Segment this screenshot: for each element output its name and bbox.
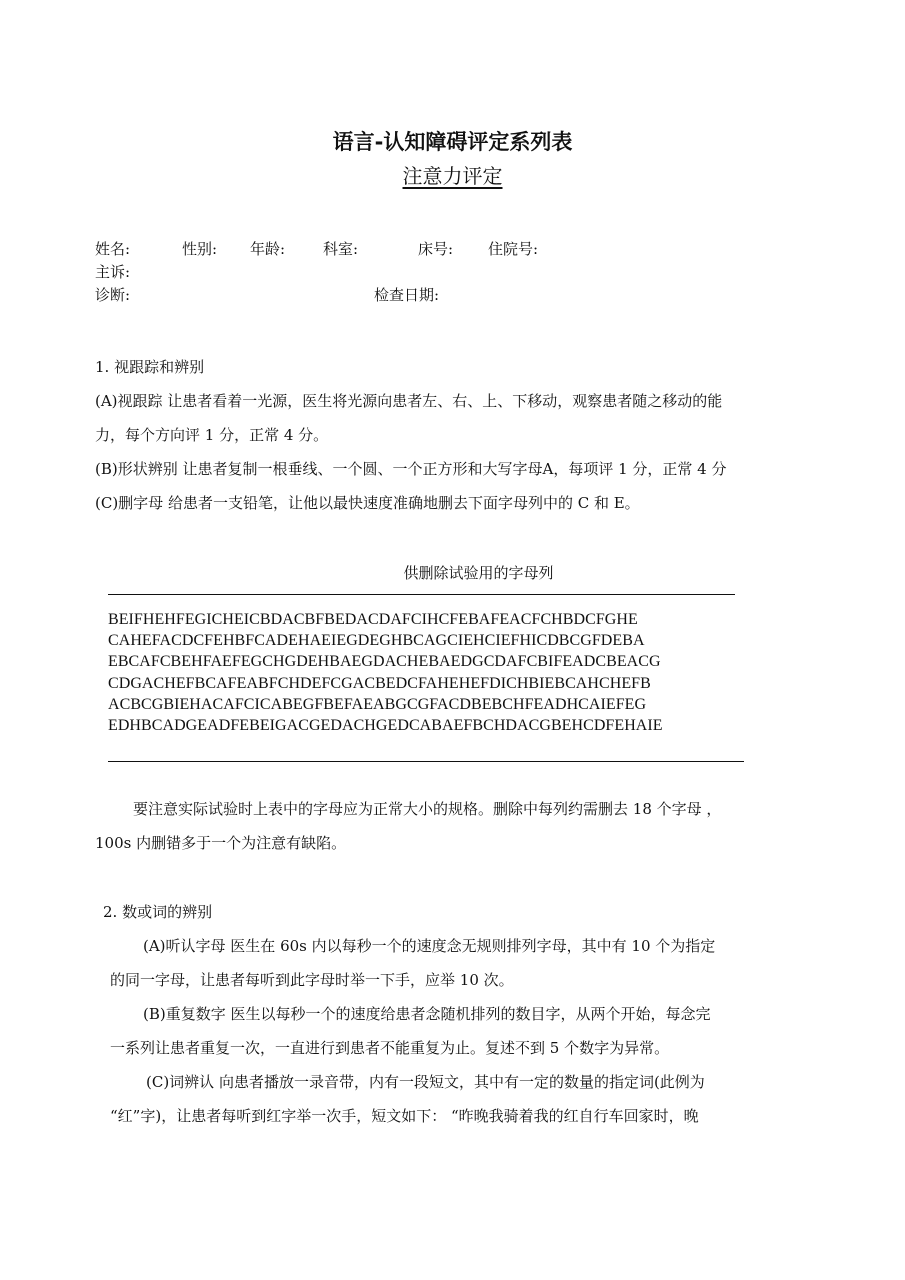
letter-row: CAHEFACDCFEHBFCADEHAEIEGDEGHBCAGCIEHCIEFHICDBCGFDEBA — [108, 632, 645, 650]
field-complaint-label: 主诉: — [95, 263, 131, 281]
field-department-label: 科室: — [323, 240, 359, 258]
subtitle-text: 注意力评定 — [402, 164, 503, 188]
field-bed-label: 床号: — [418, 240, 454, 258]
section2-item-a-line2: 的同一字母，让患者每听到此字母时举一下手，应举 10 次。 — [110, 971, 514, 989]
letter-row: ACBCGBIEHACAFCICABEGFBEFAEABGCGFACDBEBCHFEADHCAIEFEG — [108, 695, 647, 713]
note-line2: 100s 内删错多于一个为注意有缺陷。 — [95, 834, 347, 852]
section1-item-b: (B)形状辨别 让患者复制一根垂线、一个圆、一个正方形和大写字母A，每项评 1 分，正常 4 分 — [95, 460, 727, 478]
section1-heading: 1. 视跟踪和辨别 — [95, 358, 205, 376]
letter-table-rows — [108, 609, 663, 736]
section2-item-b-line1: (B)重复数字 医生以每秒一个的速度给患者念随机排列的数目字，从两个开始，每念完 — [143, 1005, 711, 1023]
note-line1: 要注意实际试验时上表中的字母应为正常大小的规格。删除中每列约需删去 18 个字母 ， — [133, 800, 722, 818]
letter-table-caption: 供删除试验用的字母列 — [403, 564, 554, 582]
field-inpatient-label: 住院号: — [488, 240, 539, 258]
section2-item-c-line2: “红”字)，让患者每听到红字举一次手，短文如下： “昨晚我骑着我的红自行车回家时，晚 — [110, 1107, 699, 1125]
section2-item-b-line2: 一系列让患者重复一次，一直进行到患者不能重复为止。复述不到 5 个数字为异常。 — [110, 1039, 670, 1057]
section1-item-c: (C)删字母 给患者一支铅笔，让他以最快速度准确地删去下面字母列中的 C 和 E。 — [95, 494, 640, 512]
field-diagnosis-label: 诊断: — [95, 286, 131, 304]
section1-item-a-line1: (A)视跟踪 让患者看着一光源，医生将光源向患者左、右、上、下移动，观察患者随之移动的能 — [95, 392, 723, 410]
letter-row: CDGACHEFBCAFEABFCHDEFCGACBEDCFAHEHEFDICHBIEBCAHCHEFB — [108, 674, 651, 692]
field-name-label: 姓名: — [95, 240, 131, 258]
letter-row: EBCAFCBEHFAEFEGCHGDEHBAEGDACHEBAEDGCDAFCBIFEADCBEACG — [108, 653, 661, 671]
document-title: 语言-认知障碍评定系列表 — [332, 130, 573, 154]
section2-item-a-line1: (A)听认字母 医生在 60s 内以每秒一个的速度念无规则排列字母，其中有 10 个为指定 — [143, 937, 716, 955]
field-age-label: 年龄: — [250, 240, 286, 258]
letter-table-bottom-rule — [108, 761, 744, 762]
field-exam-date-label: 检查日期: — [374, 286, 440, 304]
letter-row: EDHBCADGEADFEBEIGACGEDACHGEDCABAEFBCHDACGBEHCDFEHAIE — [108, 717, 663, 735]
letter-row: BEIFHEHFEGICHEICBDACBFBEDACDAFCIHCFEBAFEACFCHBDCFGHE — [108, 611, 638, 628]
field-gender-label: 性别: — [182, 240, 218, 258]
section1-item-a-line2: 力，每个方向评 1 分，正常 4 分。 — [95, 426, 329, 444]
section2-heading: 2. 数或词的辨别 — [103, 903, 213, 921]
section2-item-c-line1: (C)词辨认 向患者播放一录音带，内有一段短文，其中有一定的数量的指定词(此例为 — [146, 1073, 705, 1091]
document-subtitle — [0, 162, 905, 190]
letter-table-top-rule — [108, 594, 735, 595]
